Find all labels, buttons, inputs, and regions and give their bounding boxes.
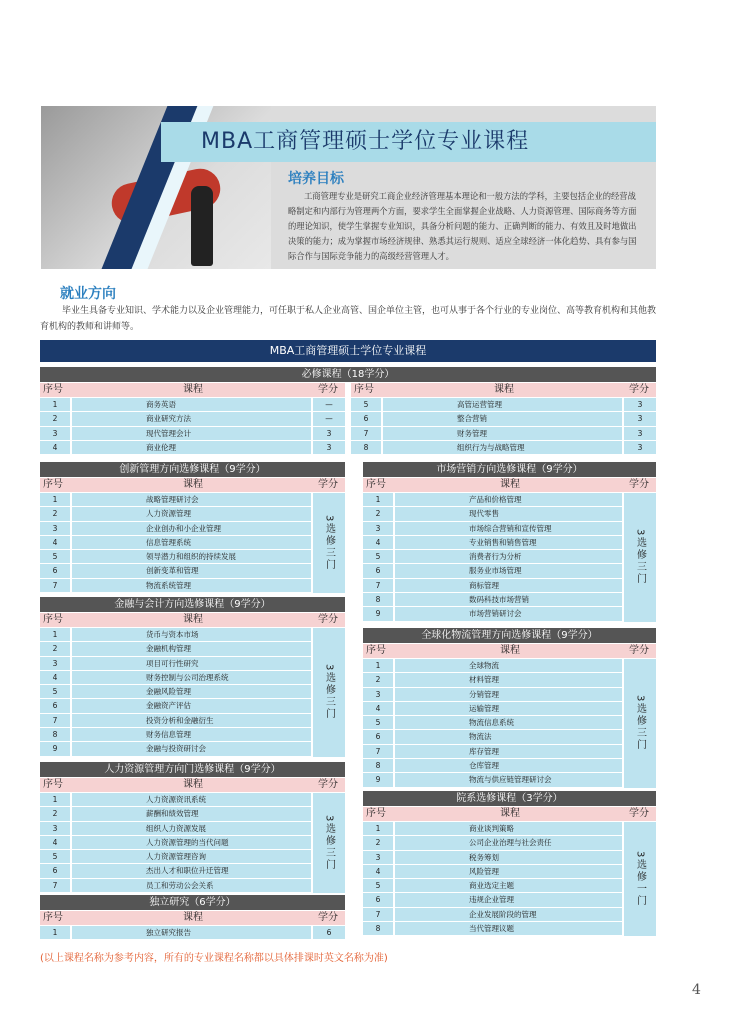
course-number: 9 <box>40 742 70 755</box>
course-number: 3 <box>363 851 393 864</box>
table-header <box>351 383 656 397</box>
course-credit: — <box>313 412 345 425</box>
course-row <box>40 507 311 520</box>
course-number: 6 <box>40 864 70 877</box>
course-name: 消费者行为分析 <box>395 550 622 563</box>
header-course: 课程 <box>183 912 203 923</box>
course-name: 财务控制与公司治理系统 <box>72 671 311 684</box>
course-row <box>363 702 622 715</box>
header-course: 课程 <box>500 479 520 490</box>
course-row <box>363 893 622 906</box>
course-row <box>363 851 622 864</box>
course-row <box>351 427 656 440</box>
course-number: 3 <box>40 522 70 535</box>
course-number: 1 <box>40 493 70 506</box>
course-number: 4 <box>363 536 393 549</box>
course-number: 4 <box>40 536 70 549</box>
course-number: 5 <box>40 685 70 698</box>
elective-note: 3选修三门 <box>624 493 656 622</box>
course-number: 6 <box>40 564 70 577</box>
course-row <box>40 699 311 712</box>
course-number: 2 <box>40 807 70 820</box>
course-name: 物流与供应链管理研讨会 <box>395 773 622 786</box>
required-right <box>351 382 656 455</box>
course-row <box>363 922 622 935</box>
course-number: 2 <box>40 642 70 655</box>
course-row <box>40 879 311 892</box>
course-number: 7 <box>363 908 393 921</box>
course-name: 财务信息管理 <box>72 728 311 741</box>
course-number: 8 <box>363 593 393 606</box>
course-number: 6 <box>363 893 393 906</box>
course-name: 组织人力资源发展 <box>72 822 311 835</box>
header-no: 序号 <box>366 479 386 490</box>
course-credit: 3 <box>624 412 656 425</box>
course-number: 8 <box>363 922 393 935</box>
course-row <box>363 536 622 549</box>
section-title: 金融与会计方向选修课程（9学分） <box>40 597 345 612</box>
header-course: 课程 <box>183 384 203 395</box>
header-no: 序号 <box>43 779 63 790</box>
course-row <box>363 522 622 535</box>
course-name: 仓库管理 <box>395 759 622 772</box>
course-row <box>40 493 311 506</box>
header-no: 序号 <box>366 808 386 819</box>
course-credit: 3 <box>313 441 345 454</box>
course-name: 金融资产评估 <box>72 699 311 712</box>
course-row <box>363 822 622 835</box>
course-credit: 3 <box>313 427 345 440</box>
course-row <box>363 836 622 849</box>
course-row <box>40 522 311 535</box>
course-list <box>363 493 622 622</box>
course-name: 独立研究报告 <box>72 926 311 939</box>
course-name: 信息管理系统 <box>72 536 311 549</box>
course-number: 7 <box>351 427 381 440</box>
course-row <box>40 642 311 655</box>
course-list <box>40 493 311 593</box>
course-table-title: MBA工商管理硕士学位专业课程 <box>40 340 656 362</box>
section-title: 院系选修课程（3学分） <box>363 791 656 806</box>
header-credit: 学分 <box>318 384 338 395</box>
course-name: 杰出人才和职位升迁管理 <box>72 864 311 877</box>
logistics-section <box>363 628 656 788</box>
course-number: 8 <box>351 441 381 454</box>
course-row <box>363 688 622 701</box>
tassel-icon <box>191 186 213 266</box>
course-name: 金融与投资研讨会 <box>72 742 311 755</box>
course-name: 产品和价格管理 <box>395 493 622 506</box>
course-credit: 6 <box>313 926 345 939</box>
course-list <box>40 793 311 893</box>
course-name: 物流信息系统 <box>395 716 622 729</box>
table-header <box>363 644 656 658</box>
header-no: 序号 <box>43 912 63 923</box>
course-row <box>40 728 311 741</box>
course-row <box>363 730 622 743</box>
innovation-section <box>40 462 345 593</box>
table-header <box>40 778 345 792</box>
course-name: 金融风险管理 <box>72 685 311 698</box>
career-text: 毕业生具备专业知识、学术能力以及企业管理能力，可任职于私人企业高管、国企单位主管，也可从事于各个行业的专业岗位、高等教育机构和其他教育机构的教师和讲师等。 <box>40 306 657 332</box>
course-name: 数码科技市场营销 <box>395 593 622 606</box>
header-course: 课程 <box>494 384 514 395</box>
required-title: 必修课程（18学分） <box>40 367 656 382</box>
goal-text: 工商管理专业是研究工商企业经济管理基本理论和一般方法的学科，主要包括企业的经营战略制定和内部行为管理两个方面，要求学生全面掌握企业战略、人力资源管理、国际商务等方面的理论知识，使学生掌握专业知识，具备分析问题的能力、正确判断的能力、有效且及时地做出决策的能力；成为掌握市场经济规律、熟悉其运行规则、适应全球经济一体化趋势、具有参与国际合作与国际竞争能力的高级经营管理人才。 <box>288 191 637 261</box>
course-name: 员工和劳动公会关系 <box>72 879 311 892</box>
course-row <box>363 673 622 686</box>
course-name: 税务筹划 <box>395 851 622 864</box>
course-credit: 3 <box>624 427 656 440</box>
course-number: 4 <box>363 702 393 715</box>
table-header <box>363 478 656 492</box>
course-name: 物流法 <box>395 730 622 743</box>
course-row <box>40 807 311 820</box>
table-header <box>40 613 345 627</box>
course-row <box>363 659 622 672</box>
course-row <box>40 441 345 454</box>
section-title: 创新管理方向选修课程（9学分） <box>40 462 345 477</box>
course-number: 3 <box>40 657 70 670</box>
course-row <box>363 908 622 921</box>
course-number: 2 <box>363 507 393 520</box>
course-row <box>363 493 622 506</box>
course-name: 库存管理 <box>395 745 622 758</box>
course-name: 运输管理 <box>395 702 622 715</box>
course-number: 7 <box>40 714 70 727</box>
required-section <box>40 367 656 455</box>
course-name: 项目可行性研究 <box>72 657 311 670</box>
header-no: 序号 <box>366 645 386 656</box>
course-number: 6 <box>363 564 393 577</box>
career-heading: 就业方向 <box>60 286 116 302</box>
course-row <box>40 742 311 755</box>
header-banner <box>41 106 656 269</box>
course-number: 7 <box>40 579 70 592</box>
course-number: 4 <box>40 836 70 849</box>
course-number: 6 <box>363 730 393 743</box>
course-row <box>363 564 622 577</box>
section-title: 市场营销方向选修课程（9学分） <box>363 462 656 477</box>
course-name: 人力资源管理 <box>72 507 311 520</box>
course-row <box>40 412 345 425</box>
course-number: 2 <box>40 507 70 520</box>
course-name: 商务英语 <box>72 398 311 411</box>
course-row <box>363 550 622 563</box>
elective-note: 3选修三门 <box>313 793 345 893</box>
header-credit: 学分 <box>629 479 649 490</box>
course-name: 公司企业治理与社会责任 <box>395 836 622 849</box>
course-credit: 3 <box>624 398 656 411</box>
header-course: 课程 <box>183 779 203 790</box>
course-name: 违规企业管理 <box>395 893 622 906</box>
course-number: 1 <box>363 493 393 506</box>
page-title: MBA工商管理硕士学位专业课程 <box>201 129 530 154</box>
independent-section <box>40 895 345 940</box>
course-row <box>351 412 656 425</box>
course-name: 整合营销 <box>383 412 622 425</box>
table-header <box>363 807 656 821</box>
header-credit: 学分 <box>629 384 649 395</box>
course-credit: 3 <box>624 441 656 454</box>
course-row <box>40 657 311 670</box>
course-name: 商业选定主题 <box>395 879 622 892</box>
course-row <box>363 865 622 878</box>
course-number: 2 <box>363 673 393 686</box>
course-number: 5 <box>363 550 393 563</box>
finance-section <box>40 597 345 757</box>
course-name: 人力资源资讯系统 <box>72 793 311 806</box>
elective-note: 3选修三门 <box>624 659 656 788</box>
section-title: 人力资源管理方向门选修课程（9学分） <box>40 762 345 777</box>
course-row <box>363 607 622 620</box>
marketing-section <box>363 462 656 622</box>
goal-heading: 培养目标 <box>288 171 344 187</box>
course-number: 6 <box>40 699 70 712</box>
course-number: 7 <box>40 879 70 892</box>
course-name: 材料管理 <box>395 673 622 686</box>
header-course: 课程 <box>500 808 520 819</box>
hr-section <box>40 762 345 893</box>
course-row <box>40 628 311 641</box>
course-row <box>40 536 311 549</box>
course-row <box>40 793 311 806</box>
course-name: 当代管理议题 <box>395 922 622 935</box>
course-row <box>40 836 311 849</box>
course-number: 4 <box>40 671 70 684</box>
course-number: 3 <box>40 427 70 440</box>
course-number: 1 <box>40 926 70 939</box>
course-row <box>40 864 311 877</box>
course-list <box>351 398 656 454</box>
header-credit: 学分 <box>629 645 649 656</box>
course-number: 5 <box>363 879 393 892</box>
course-number: 1 <box>40 398 70 411</box>
course-number: 7 <box>363 579 393 592</box>
course-number: 5 <box>363 716 393 729</box>
course-number: 3 <box>363 522 393 535</box>
course-number: 5 <box>351 398 381 411</box>
course-name: 领导潜力和组织的持续发展 <box>72 550 311 563</box>
course-name: 分销管理 <box>395 688 622 701</box>
course-name: 投资分析和金融衍生 <box>72 714 311 727</box>
header-credit: 学分 <box>318 912 338 923</box>
section-title: 全球化物流管理方向选修课程（9学分） <box>363 628 656 643</box>
course-row <box>40 550 311 563</box>
course-number: 9 <box>363 773 393 786</box>
course-number: 5 <box>40 550 70 563</box>
course-list <box>40 628 311 757</box>
course-name: 服务业市场管理 <box>395 564 622 577</box>
course-number: 3 <box>363 688 393 701</box>
header-no: 序号 <box>354 384 374 395</box>
course-number: 1 <box>40 628 70 641</box>
course-number: 1 <box>363 659 393 672</box>
course-number: 8 <box>363 759 393 772</box>
course-number: 6 <box>351 412 381 425</box>
header-credit: 学分 <box>318 614 338 625</box>
course-row <box>40 714 311 727</box>
course-row <box>40 926 345 939</box>
header-no: 序号 <box>43 479 63 490</box>
course-row <box>40 850 311 863</box>
header-credit: 学分 <box>629 808 649 819</box>
course-row <box>363 507 622 520</box>
header-credit: 学分 <box>318 779 338 790</box>
header-course: 课程 <box>183 479 203 490</box>
course-name: 市场综合营销和宣传管理 <box>395 522 622 535</box>
course-row <box>351 398 656 411</box>
course-row <box>40 822 311 835</box>
course-row <box>363 593 622 606</box>
header-course: 课程 <box>183 614 203 625</box>
course-list <box>40 926 345 939</box>
course-name: 全球物流 <box>395 659 622 672</box>
course-name: 商业谈判策略 <box>395 822 622 835</box>
header-credit: 学分 <box>318 479 338 490</box>
course-name: 现代管理会计 <box>72 427 311 440</box>
course-row <box>363 759 622 772</box>
course-row <box>363 579 622 592</box>
course-name: 风险管理 <box>395 865 622 878</box>
course-row <box>40 685 311 698</box>
course-number: 2 <box>363 836 393 849</box>
course-list <box>40 398 345 454</box>
course-row <box>363 773 622 786</box>
course-row <box>40 564 311 577</box>
course-number: 1 <box>40 793 70 806</box>
course-list <box>363 659 622 788</box>
footnote: (以上课程名称为参考内容，所有的专业课程名称都以具体排课时英文名称为准) <box>40 953 388 964</box>
course-name: 商业研究方法 <box>72 412 311 425</box>
department-section <box>363 791 656 936</box>
course-name: 商标管理 <box>395 579 622 592</box>
course-row <box>40 579 311 592</box>
course-name: 现代零售 <box>395 507 622 520</box>
course-name: 商业伦理 <box>72 441 311 454</box>
course-number: 3 <box>40 822 70 835</box>
course-row <box>363 745 622 758</box>
course-name: 战略管理研讨会 <box>72 493 311 506</box>
course-number: 1 <box>363 822 393 835</box>
course-name: 企业创办和小企业管理 <box>72 522 311 535</box>
course-row <box>363 716 622 729</box>
course-row <box>40 398 345 411</box>
header-no: 序号 <box>43 384 63 395</box>
course-name: 物流系统管理 <box>72 579 311 592</box>
course-name: 薪酬和绩效管理 <box>72 807 311 820</box>
elective-note: 3选修三门 <box>313 628 345 757</box>
header-no: 序号 <box>43 614 63 625</box>
course-name: 创新变革和管理 <box>72 564 311 577</box>
course-row <box>351 441 656 454</box>
course-number: 8 <box>40 728 70 741</box>
course-row <box>40 671 311 684</box>
required-left <box>40 382 345 455</box>
course-name: 财务管理 <box>383 427 622 440</box>
course-number: 7 <box>363 745 393 758</box>
course-name: 市场营销研讨会 <box>395 607 622 620</box>
section-title: 独立研究（6学分） <box>40 895 345 910</box>
header-course: 课程 <box>500 645 520 656</box>
course-credit: — <box>313 398 345 411</box>
course-name: 货币与资本市场 <box>72 628 311 641</box>
course-list <box>363 822 622 936</box>
course-name: 人力资源管理的当代问题 <box>72 836 311 849</box>
course-number: 5 <box>40 850 70 863</box>
page-number: 4 <box>692 982 701 998</box>
course-name: 金融机构管理 <box>72 642 311 655</box>
elective-note: 3选修三门 <box>313 493 345 593</box>
course-number: 4 <box>40 441 70 454</box>
elective-note: 3选修一门 <box>624 822 656 936</box>
table-header <box>40 911 345 925</box>
table-header <box>40 383 345 397</box>
course-row <box>363 879 622 892</box>
course-name: 组织行为与战略管理 <box>383 441 622 454</box>
course-name: 人力资源管理咨询 <box>72 850 311 863</box>
table-header <box>40 478 345 492</box>
course-number: 2 <box>40 412 70 425</box>
course-number: 9 <box>363 607 393 620</box>
course-name: 高管运营管理 <box>383 398 622 411</box>
course-row <box>40 427 345 440</box>
course-name: 专业销售和销售管理 <box>395 536 622 549</box>
course-number: 4 <box>363 865 393 878</box>
course-name: 企业发展阶段的管理 <box>395 908 622 921</box>
